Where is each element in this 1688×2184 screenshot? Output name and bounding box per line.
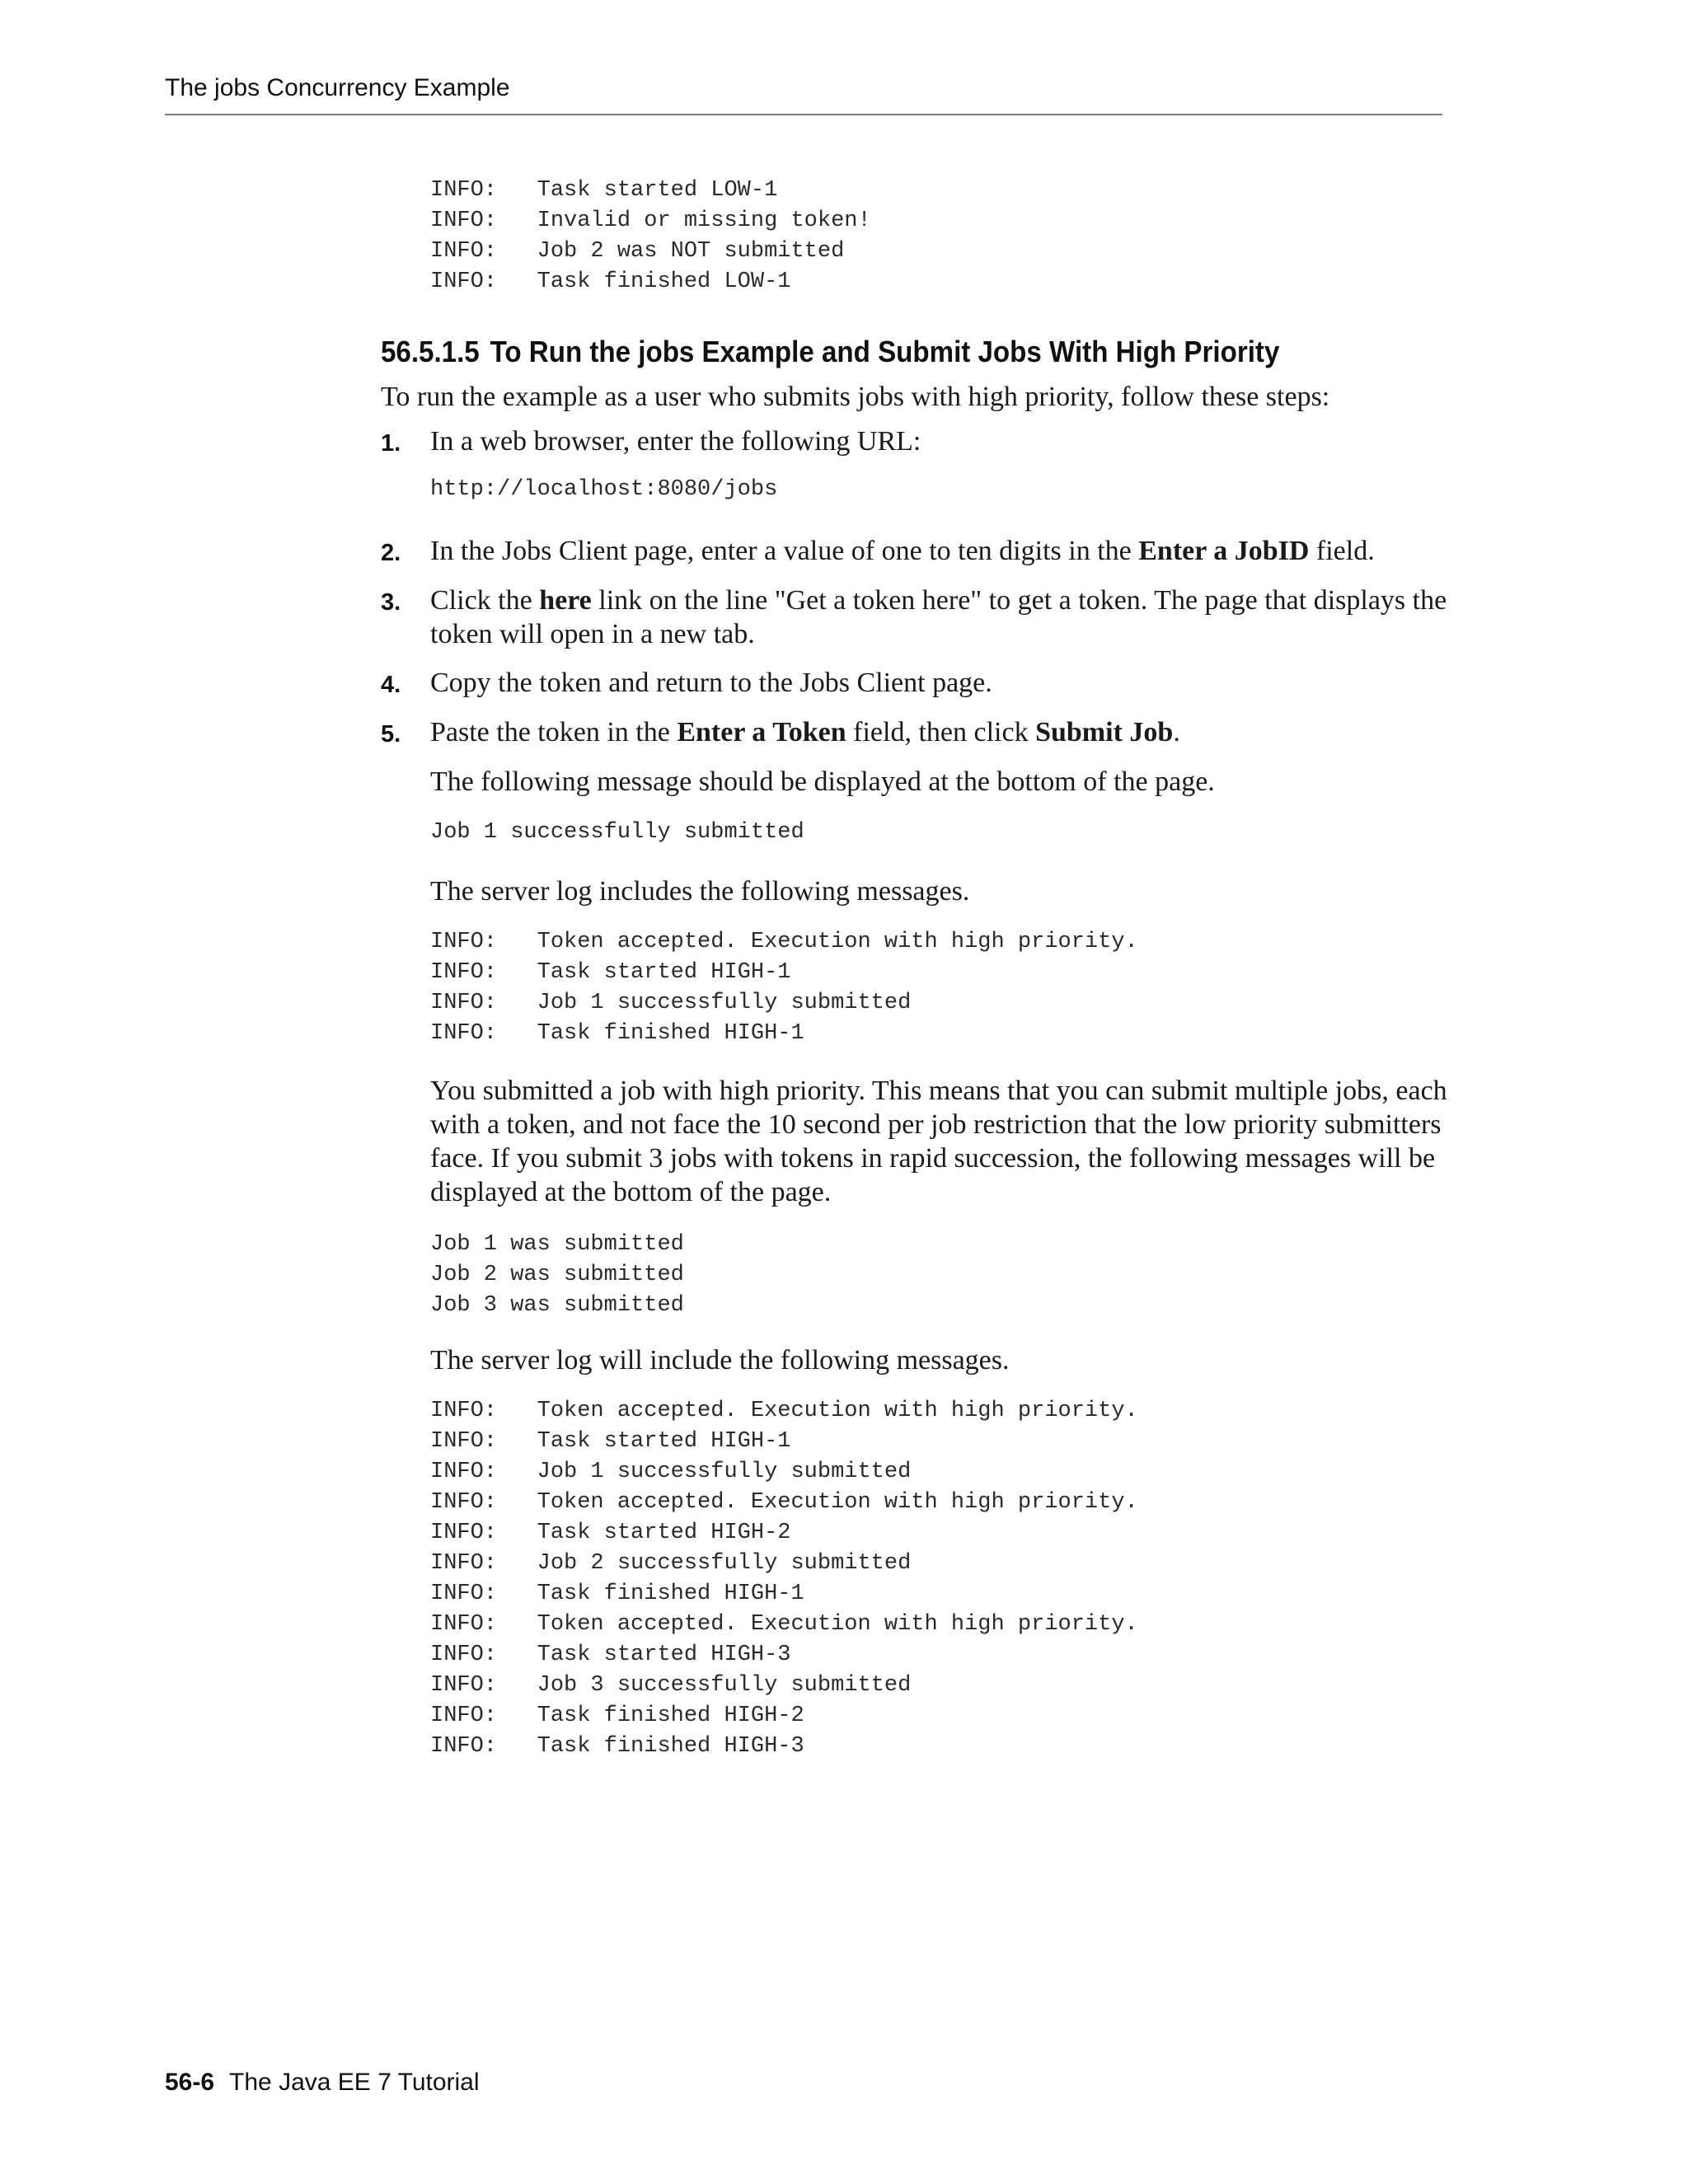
step-text: Copy the token and return to the Jobs Client page. xyxy=(430,668,992,698)
code-line: Job 2 was submitted xyxy=(430,1263,684,1287)
text-run: . xyxy=(1173,717,1180,748)
code-block-submitted-list xyxy=(430,1230,684,1321)
page-footer xyxy=(165,2069,480,2097)
section-number: 56.5.1.5 xyxy=(381,335,480,368)
code-block-url xyxy=(430,475,777,505)
code-line: INFO: Job 1 successfully submitted xyxy=(430,991,912,1015)
step-number: 3. xyxy=(381,589,401,616)
code-line: INFO: Job 3 successfully submitted xyxy=(430,1673,912,1698)
paragraph-server-log: The server log includes the following messages. xyxy=(430,876,970,907)
step-number: 1. xyxy=(381,430,401,457)
paragraph-following-message: The following message should be displayed at the bottom of the page. xyxy=(430,766,1215,797)
text-run: field. xyxy=(1309,536,1375,566)
step-text: In a web browser, enter the following URL: xyxy=(430,426,921,457)
code-line: Job 1 successfully submitted xyxy=(430,820,804,845)
ui-term-here-link: here xyxy=(539,585,592,616)
running-header: The jobs Concurrency Example xyxy=(165,74,510,101)
text-run: field, then click xyxy=(846,717,1036,748)
text-run: Click the xyxy=(430,585,540,616)
text-run: In the Jobs Client page, enter a value of one to ten digits in the xyxy=(430,536,1139,566)
step-number: 2. xyxy=(381,540,401,566)
code-line: INFO: Task started LOW-1 xyxy=(430,178,778,203)
code-line: INFO: Token accepted. Execution with high priority. xyxy=(430,930,1138,954)
ui-term-enter-jobid: Enter a JobID xyxy=(1138,536,1310,566)
section-title: To Run the jobs Example and Submit Jobs With High Priority xyxy=(490,335,1280,368)
ui-term-enter-token: Enter a Token xyxy=(677,717,846,748)
step-text xyxy=(430,715,1452,749)
code-block-high-priority-multi-log xyxy=(430,1396,1138,1762)
code-block-low-priority-log xyxy=(430,176,871,298)
code-line: INFO: Token accepted. Execution with high priority. xyxy=(430,1490,1138,1515)
code-line: Job 1 was submitted xyxy=(430,1232,684,1257)
text-run: Paste the token in the xyxy=(430,717,678,748)
text-run: link on the line "Get a token here" to get a token. The page that displays the token will open in a new tab. xyxy=(430,585,1447,649)
code-line: INFO: Task finished HIGH-3 xyxy=(430,1734,804,1759)
code-line: INFO: Task started HIGH-1 xyxy=(430,1429,791,1454)
page-number: 56-6 xyxy=(165,2069,215,2096)
step-number: 4. xyxy=(381,672,401,698)
code-line: INFO: Invalid or missing token! xyxy=(430,209,871,233)
code-block-high-priority-log xyxy=(430,927,1138,1049)
code-line: INFO: Task finished LOW-1 xyxy=(430,269,791,294)
section-heading xyxy=(381,334,1279,370)
header-rule xyxy=(165,114,1442,115)
ui-term-submit-job: Submit Job xyxy=(1035,717,1174,748)
code-line: INFO: Job 2 was NOT submitted xyxy=(430,239,845,264)
section-intro: To run the example as a user who submits jobs with high priority, follow these steps: xyxy=(381,382,1330,412)
step-number: 5. xyxy=(381,721,401,748)
step-text xyxy=(430,583,1452,651)
code-line: INFO: Task finished HIGH-1 xyxy=(430,1582,804,1606)
code-line: INFO: Task finished HIGH-1 xyxy=(430,1021,804,1046)
url-text: http://localhost:8080/jobs xyxy=(430,477,778,502)
step-text xyxy=(430,534,1452,568)
code-block-submitted-message xyxy=(430,818,804,848)
code-line: INFO: Job 1 successfully submitted xyxy=(430,1460,912,1484)
code-line: INFO: Token accepted. Execution with high priority. xyxy=(430,1612,1138,1637)
code-line: Job 3 was submitted xyxy=(430,1293,684,1318)
code-line: INFO: Job 2 successfully submitted xyxy=(430,1551,912,1576)
code-line: INFO: Task started HIGH-3 xyxy=(430,1643,791,1667)
code-line: INFO: Task started HIGH-2 xyxy=(430,1521,791,1545)
code-line: INFO: Task finished HIGH-2 xyxy=(430,1704,804,1728)
code-line: INFO: Token accepted. Execution with high priority. xyxy=(430,1399,1138,1423)
paragraph-explanation: You submitted a job with high priority. This means that you can submit multiple jobs, each with a token, and not face the 10 second per job restriction that the low priority submitters face. If you submit 3 jobs with tokens in rapid succession, the following messages will be displayed at the bottom of the page. xyxy=(430,1076,1447,1207)
book-title: The Java EE 7 Tutorial xyxy=(229,2069,480,2096)
code-line: INFO: Task started HIGH-1 xyxy=(430,960,791,985)
paragraph-server-log-will: The server log will include the following messages. xyxy=(430,1345,1010,1376)
